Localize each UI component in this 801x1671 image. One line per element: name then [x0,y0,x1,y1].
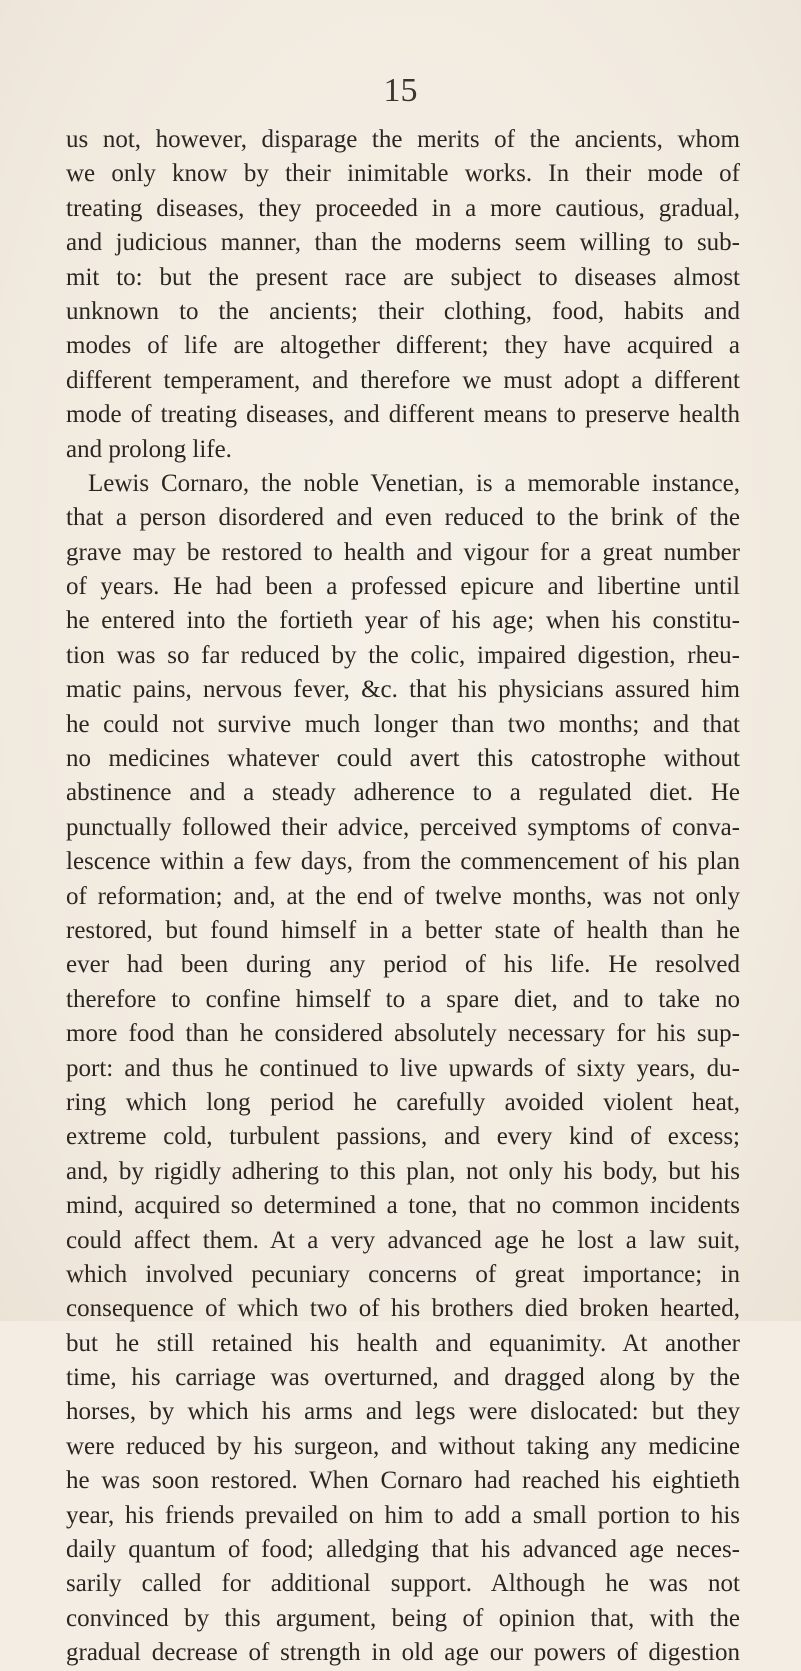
text-line: and judicious manner, than the moderns seem willing to sub- [66,229,740,257]
text-line: convinced by this argument, being of opinion that, with the [66,1604,740,1632]
text-line: which involved pecuniary concerns of great importance; in [66,1260,740,1288]
text-line: matic pains, nervous fever, &c. that his physicians assured him [66,676,740,704]
text-line: no medicines whatever could avert this catostrophe without [66,745,740,773]
text-line: extreme cold, turbulent passions, and every kind of excess; [66,1123,740,1151]
text-line: different temperament, and therefore we must adopt a different [66,366,740,394]
text-line: ever had been during any period of his life. He resolved [66,951,740,979]
text-line: abstinence and a steady adherence to a regulated diet. He [66,779,740,807]
text-line: of years. He had been a professed epicure and libertine until [66,573,740,601]
page-number: 15 [383,72,418,109]
text-line: mind, acquired so determined a tone, that no common incidents [66,1192,740,1220]
text-line: modes of life are altogether different; they have acquired a [66,332,740,360]
text-line: horses, by which his arms and legs were dislocated: but they [66,1398,740,1426]
text-line: unknown to the ancients; their clothing, food, habits and [66,297,740,325]
text-line: were reduced by his surgeon, and without taking any medicine [66,1432,740,1460]
text-line: and, by rigidly adhering to this plan, not only his body, but his [66,1157,740,1185]
text-line: treating diseases, they proceeded in a more cautious, gradual, [66,194,740,222]
text-line: lescence within a few days, from the commencement of his plan [66,848,740,876]
text-line: he was soon restored. When Cornaro had reached his eightieth [66,1467,740,1495]
text-line: time, his carriage was overturned, and dragged along by the [66,1364,740,1392]
text-line: punctually followed their advice, perceived symptoms of conva- [66,813,740,841]
text-line: he could not survive much longer than two months; and that [66,710,740,738]
text-line: gradual decrease of strength in old age our powers of digestion [66,1639,740,1667]
text-line: we only know by their inimitable works. In their mode of [66,160,740,188]
text-line: restored, but found himself in a better state of health than he [66,916,740,944]
text-line: tion was so far reduced by the colic, impaired digestion, rheu- [66,641,740,669]
body-text [66,123,740,1671]
text-line: more food than he considered absolutely necessary for his sup- [66,1020,740,1048]
text-line: port: and thus he continued to live upwards of sixty years, du- [66,1054,740,1082]
text-line: he entered into the fortieth year of his age; when his constitu- [66,607,740,635]
text-line: of reformation; and, at the end of twelve months, was not only [66,882,740,910]
text-line: grave may be restored to health and vigour for a great number [66,538,740,566]
text-line: mit to: but the present race are subject to diseases almost [66,263,740,291]
text-line: sarily called for additional support. Although he was not [66,1570,740,1598]
text-line: consequence of which two of his brothers died broken hearted, [66,1295,740,1323]
text-line: therefore to confine himself to a spare diet, and to take no [66,985,740,1013]
text-line: us not, however, disparage the merits of the ancients, whom [66,126,740,153]
text-line: year, his friends prevailed on him to add a small portion to his [66,1501,740,1529]
text-line: daily quantum of food; alledging that his advanced age neces- [66,1536,740,1564]
paragraph-end-line: and prolong life. [66,435,232,463]
text-line: but he still retained his health and equanimity. At another [66,1329,740,1357]
text-line: mode of treating diseases, and different means to preserve health [66,401,740,429]
text-line: could affect them. At a very advanced age he lost a law suit, [66,1226,740,1254]
text-line: ring which long period he carefully avoided violent heat, [66,1088,740,1116]
text-line: that a person disordered and even reduced to the brink of the [66,504,740,532]
paragraph-start-line: Lewis Cornaro, the noble Venetian, is a memorable instance, [88,469,740,497]
